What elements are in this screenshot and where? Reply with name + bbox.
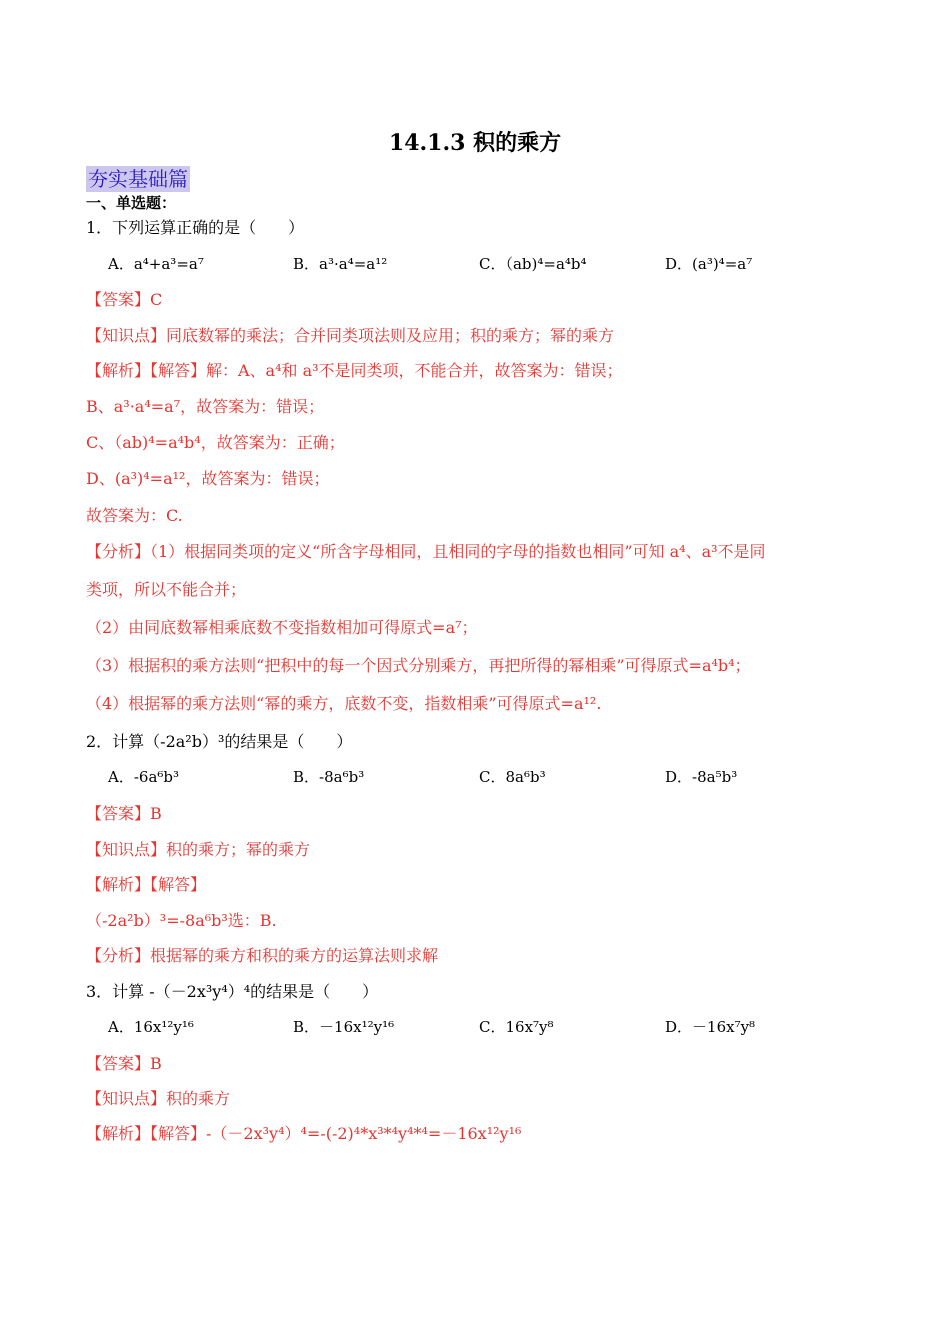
q3-option-d: D．－16x⁷y⁸ <box>665 1018 756 1036</box>
q1-analysis-2: 类项，所以不能合并； <box>86 580 247 599</box>
q1-analysis-4: （3）根据积的乘方法则“把积中的每一个因式分别乘方，再把所得的幂相乘”可得原式=a⁴b⁴； <box>86 656 751 675</box>
q3-knowledge: 【知识点】积的乘方 <box>86 1089 231 1108</box>
q1-option-d: D．(a³)⁴=a⁷ <box>665 255 753 273</box>
q1-option-a: A．a⁴+a³=a⁷ <box>108 255 204 273</box>
q2-option-d: D．-8a⁵b³ <box>665 768 738 786</box>
q1-solution-5: 故答案为：C. <box>86 506 183 525</box>
section-heading: 夯实基础篇 <box>88 167 188 191</box>
q1-analysis-3: （2）由同底数幂相乘底数不变指数相加可得原式=a⁷； <box>86 618 478 637</box>
q1-solution-4: D、(a³)⁴=a¹²，故答案为：错误； <box>86 469 330 488</box>
q2-stem: 2．计算（-2a²b）³的结果是（ ） <box>86 732 353 751</box>
q1-solution-1: 【解析】【解答】解：A、a⁴和 a³不是同类项，不能合并，故答案为：错误； <box>86 361 623 380</box>
q1-solution-2: B、a³·a⁴=a⁷，故答案为：错误； <box>86 397 325 416</box>
subsection-heading: 一、单选题： <box>86 194 177 212</box>
q3-stem: 3．计算 -（－2x³y⁴）⁴的结果是（ ） <box>86 982 379 1001</box>
q3-answer: 【答案】B <box>86 1054 162 1073</box>
page-title: 14.1.3 积的乘方 <box>388 130 562 156</box>
q3-option-a: A．16x¹²y¹⁶ <box>108 1018 194 1036</box>
q1-knowledge: 【知识点】同底数幂的乘法；合并同类项法则及应用；积的乘方；幂的乘方 <box>86 326 615 345</box>
q1-answer: 【答案】C <box>86 290 163 309</box>
q3-option-b: B．－16x¹²y¹⁶ <box>293 1018 395 1036</box>
q3-option-c: C．16x⁷y⁸ <box>479 1018 554 1036</box>
q2-option-c: C．8a⁶b³ <box>479 768 546 786</box>
q2-answer: 【答案】B <box>86 804 162 823</box>
q2-option-a: A．-6a⁶b³ <box>108 768 180 786</box>
q2-option-b: B．-8a⁶b³ <box>293 768 365 786</box>
q1-analysis-5: （4）根据幂的乘方法则“幂的乘方，底数不变，指数相乘”可得原式=a¹². <box>86 694 602 713</box>
q1-analysis-1: 【分析】（1）根据同类项的定义“所含字母相同，且相同的字母的指数也相同”可知 a⁴、a³不是同 <box>86 542 766 561</box>
q1-solution-3: C、（ab)⁴=a⁴b⁴，故答案为：正确； <box>86 433 345 452</box>
q2-solution-2: （-2a²b）³=-8a⁶b³选：B. <box>86 911 277 930</box>
q1-option-b: B．a³·a⁴=a¹² <box>293 255 388 273</box>
q3-solution-1: 【解析】【解答】-（－2x³y⁴）⁴=-(-2)⁴*x³*⁴y⁴*⁴=－16x¹²y¹⁶ <box>86 1124 522 1143</box>
q1-stem: 1．下列运算正确的是（ ） <box>86 218 305 237</box>
q2-knowledge: 【知识点】积的乘方；幂的乘方 <box>86 840 311 859</box>
q1-option-c: C．（ab)⁴=a⁴b⁴ <box>479 255 587 273</box>
q2-analysis: 【分析】根据幂的乘方和积的乘方的运算法则求解 <box>86 946 439 965</box>
q2-solution-1: 【解析】【解答】 <box>86 875 207 894</box>
